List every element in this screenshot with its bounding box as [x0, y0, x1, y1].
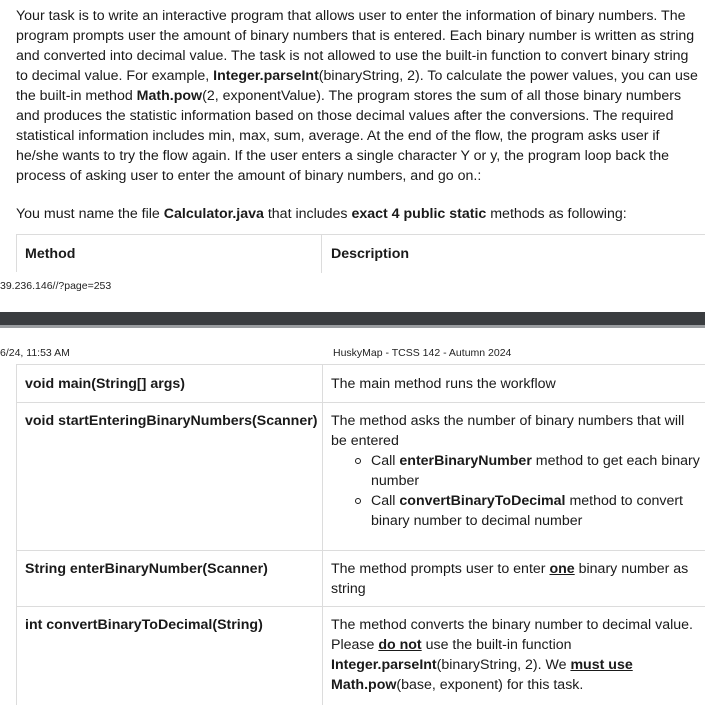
method-description: [331, 559, 701, 599]
bullet-method: convertBinaryToDecimal: [399, 493, 566, 509]
list-item: [371, 491, 701, 531]
header-description: Description: [331, 246, 410, 262]
intro-code-mathpow: Math.pow: [136, 88, 203, 104]
print-date: 6/24, 11:53 AM: [0, 347, 70, 359]
desc-part-4: (base, exponent) for this task.: [396, 677, 584, 693]
table-row: [17, 364, 705, 402]
desc-part-1: The method converts the binary number to decimal value. Please: [331, 617, 693, 653]
table-row: [17, 606, 705, 705]
instruction-line: [16, 204, 627, 224]
desc-part-3: (binaryString, 2). We: [436, 657, 571, 673]
methods-table-body: [16, 364, 705, 705]
bullet-pre: Call: [371, 453, 400, 469]
page-gap: [0, 295, 705, 312]
header-method: Method: [25, 246, 76, 262]
method-name: void main(String[] args): [25, 376, 186, 392]
desc-part-2: use the built-in function: [421, 637, 572, 653]
method-description: [331, 615, 701, 695]
method-name: String enterBinaryNumber(Scanner): [25, 561, 268, 577]
desc-post: binary number as string: [331, 561, 689, 597]
print-url: 39.236.146//?page=253: [0, 280, 112, 292]
instruction-file: Calculator.java: [163, 206, 264, 222]
desc-do-not: do not: [378, 637, 422, 653]
method-name: int convertBinaryToDecimal(String): [25, 617, 263, 633]
desc-code-mathpow: Math.pow: [331, 677, 397, 693]
bullet-pre: Call: [371, 493, 400, 509]
bullet-method: enterBinaryNumber: [399, 453, 532, 469]
page-break-bar: [0, 312, 705, 325]
intro-code-parseint: Integer.parseInt: [213, 68, 319, 84]
desc-pre: The method prompts user to enter: [331, 561, 550, 577]
instruction-pre: You must name the file: [16, 206, 164, 222]
methods-table-header: [16, 234, 705, 272]
method-description: The main method runs the workflow: [331, 376, 556, 392]
bullet-icon: [355, 498, 361, 504]
list-item: [371, 451, 701, 491]
desc-code-parseint: Integer.parseInt: [331, 657, 437, 673]
desc-must-use: must use: [570, 657, 633, 673]
intro-text-3: (2, exponentValue). The program stores the sum of all those binary numbers and produces the statistic information based on those decimal values after the conversions. The required statistical information includes min, max, sum, average. At the end of the flow, the program asks user if he/she wants to try the flow again. If the user enters a single character Y or y, the program loop back the process of asking user to enter the amount of binary numbers, and go on.:: [16, 88, 682, 184]
method-name: void startEnteringBinaryNumbers(Scanner): [25, 413, 318, 429]
bullet-icon: [355, 458, 361, 464]
page-break-shadow: [0, 325, 705, 328]
intro-paragraph: [16, 6, 704, 186]
method-description: [331, 411, 701, 451]
table-row: [17, 402, 705, 550]
bullet-post: method to convert binary number to decimal number: [371, 493, 684, 529]
print-page-title: HuskyMap - TCSS 142 - Autumn 2024: [333, 347, 512, 359]
desc-underlined: one: [549, 561, 575, 577]
instruction-bold: exact 4 public static: [351, 206, 487, 222]
description-text: The method asks the number of binary numbers that will be entered: [331, 413, 685, 449]
intro-text-2: (binaryString, 2). To calculate the power values, you can use the built-in method: [16, 68, 698, 104]
instruction-post: methods as following:: [486, 206, 627, 222]
table-row: [17, 550, 705, 606]
bullet-post: method to get each binary number: [371, 453, 700, 489]
intro-text-1: Your task is to write an interactive program that allows user to enter the information of binary numbers. The program prompts user the amount of binary numbers that is entered. Each binary number is written as string and converted into decimal value. The task is not allowed to use the built-in function to convert binary string to decimal value. For example,: [16, 8, 695, 84]
instruction-mid: that includes: [263, 206, 352, 222]
